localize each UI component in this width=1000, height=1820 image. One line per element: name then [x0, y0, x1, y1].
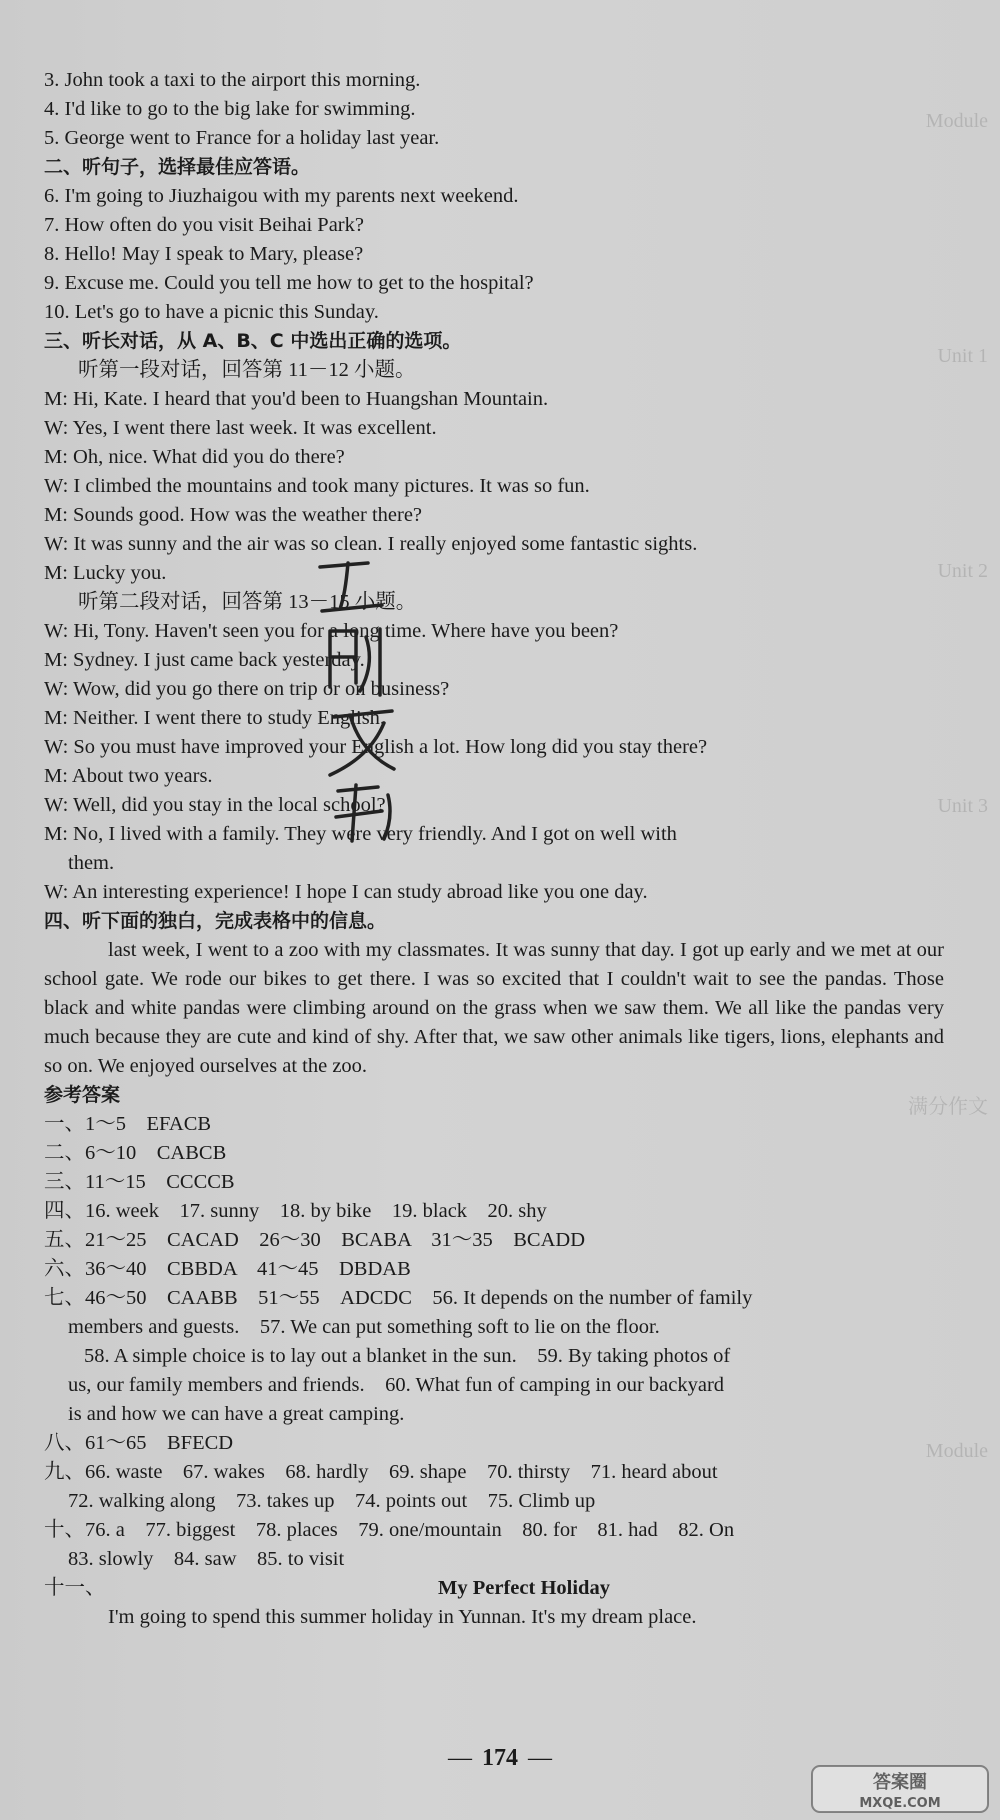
answer-line: 八、61～65 BFECD	[44, 1432, 234, 1454]
dialogue-instruction: 听第二段对话，回答第 13－15 小题。	[78, 591, 417, 613]
essay-number: 十一、	[44, 1577, 106, 1599]
answer-line: 二、6～10 CABCB	[44, 1142, 227, 1164]
answer-line-continued: members and guests. 57. We can put something soft to lie on the floor.	[68, 1316, 660, 1338]
dialogue-line: M: Sounds good. How was the weather there?	[44, 504, 423, 526]
dialogue-line: M: Hi, Kate. I heard that you'd been to Huangshan Mountain.	[44, 388, 549, 410]
answer-line: 五、21～25 CACAD 26～30 BCABA 31～35 BCADD	[44, 1229, 586, 1251]
answer-line: 三、11～15 CCCCB	[44, 1171, 235, 1193]
dialogue-line: M: Sydney. I just came back yesterday.	[44, 649, 365, 671]
text-line: 6. I'm going to Jiuzhaigou with my parents next weekend.	[44, 185, 519, 207]
answer-line-continued: 72. walking along 73. takes up 74. points out 75. Climb up	[68, 1490, 596, 1512]
text-line: 5. George went to France for a holiday last year.	[44, 127, 440, 149]
section-heading: 三、听长对话，从 A、B、C 中选出正确的选项。	[44, 330, 462, 352]
bleed-through-text: 满分作文	[908, 1096, 988, 1118]
answer-line: 九、66. waste 67. wakes 68. hardly 69. shape 70. thirsty 71. heard about	[44, 1461, 718, 1483]
answer-line: 一、1～5 EFACB	[44, 1113, 212, 1135]
essay-paragraph: I'm going to spend this summer holiday in Yunnan. It's my dream place.	[108, 1606, 697, 1628]
bleed-through-text: Module	[925, 1440, 988, 1462]
dialogue-line: M: Lucky you.	[44, 562, 167, 584]
dialogue-line: M: About two years.	[44, 765, 213, 787]
text-line: 10. Let's go to have a picnic this Sunday.	[44, 301, 379, 323]
bleed-through-text: Unit 1	[937, 345, 988, 367]
section-heading: 二、听句子，选择最佳应答语。	[44, 156, 311, 178]
dialogue-line: M: Neither. I went there to study English.	[44, 707, 386, 729]
answers-heading: 参考答案	[44, 1084, 121, 1106]
watermark-url: MXQE.COM	[859, 1796, 941, 1811]
dialogue-line: W: I climbed the mountains and took many pictures. It was so fun.	[44, 475, 590, 497]
dialogue-line: W: Hi, Tony. Haven't seen you for a long time. Where have you been?	[44, 620, 619, 642]
bleed-through-text: Unit 3	[937, 795, 988, 817]
page-number-dash: —	[448, 1745, 472, 1771]
bleed-through-text: Unit 2	[937, 560, 988, 582]
dialogue-line: W: Wow, did you go there on trip or on business?	[44, 678, 450, 700]
dialogue-line: M: Oh, nice. What did you do there?	[44, 446, 345, 468]
text-line: 9. Excuse me. Could you tell me how to get to the hospital?	[44, 272, 534, 294]
essay-title: My Perfect Holiday	[438, 1577, 610, 1599]
section-heading: 四、听下面的独白，完成表格中的信息。	[44, 910, 387, 932]
text-line: 4. I'd like to go to the big lake for swimming.	[44, 98, 416, 120]
page-number-value: 174	[482, 1745, 518, 1771]
dialogue-line-continued: them.	[68, 852, 115, 874]
text-line: 3. John took a taxi to the airport this morning.	[44, 69, 421, 91]
dialogue-line: W: Yes, I went there last week. It was excellent.	[44, 417, 437, 439]
answer-line: 六、36～40 CBBDA 41～45 DBDAB	[44, 1258, 411, 1280]
dialogue-line: W: Well, did you stay in the local school?	[44, 794, 386, 816]
text-line: 8. Hello! May I speak to Mary, please?	[44, 243, 364, 265]
dialogue-line: M: No, I lived with a family. They were very friendly. And I got on well with	[44, 823, 677, 845]
bleed-through-text: Module	[925, 110, 988, 132]
monologue-paragraph: last week, I went to a zoo with my classmates. It was sunny that day. I got up early and we met at our school gate. We rode our bikes to get there. I was so excited that I couldn't wait to see the pandas. Those black and white pandas were climbing around on the grass when we saw them. We all like the pandas very much because they are cute and kind of shy. After that, we saw other animals like tigers, lions, elephants and so on. We enjoyed ourselves at the zoo.	[44, 939, 944, 1077]
answer-line-continued: 83. slowly 84. saw 85. to visit	[68, 1548, 345, 1570]
dialogue-line: W: So you must have improved your English a lot. How long did you stay there?	[44, 736, 708, 758]
dialogue-line: W: An interesting experience! I hope I can study abroad like you one day.	[44, 881, 648, 903]
watermark-brand: 答案圈	[873, 1772, 927, 1793]
document-body	[44, 66, 944, 1632]
essay-title-row	[44, 1574, 944, 1603]
page-number-dash: —	[528, 1745, 552, 1771]
dialogue-instruction: 听第一段对话，回答第 11－12 小题。	[78, 359, 416, 381]
answer-line-continued: us, our family members and friends. 60. What fun of camping in our backyard	[68, 1374, 725, 1396]
text-line: 7. How often do you visit Beihai Park?	[44, 214, 364, 236]
answer-line-continued: 58. A simple choice is to lay out a blanket in the sun. 59. By taking photos of	[84, 1345, 731, 1367]
dialogue-line: W: It was sunny and the air was so clean. I really enjoyed some fantastic sights.	[44, 533, 698, 555]
answer-line: 四、16. week 17. sunny 18. by bike 19. black 20. shy	[44, 1200, 547, 1222]
answer-line: 十、76. a 77. biggest 78. places 79. one/mountain 80. for 81. had 82. On	[44, 1519, 735, 1541]
answer-line: 七、46～50 CAABB 51～55 ADCDC 56. It depends on the number of family	[44, 1287, 753, 1309]
watermark-logo	[810, 1764, 990, 1814]
answer-line-continued: is and how we can have a great camping.	[68, 1403, 405, 1425]
